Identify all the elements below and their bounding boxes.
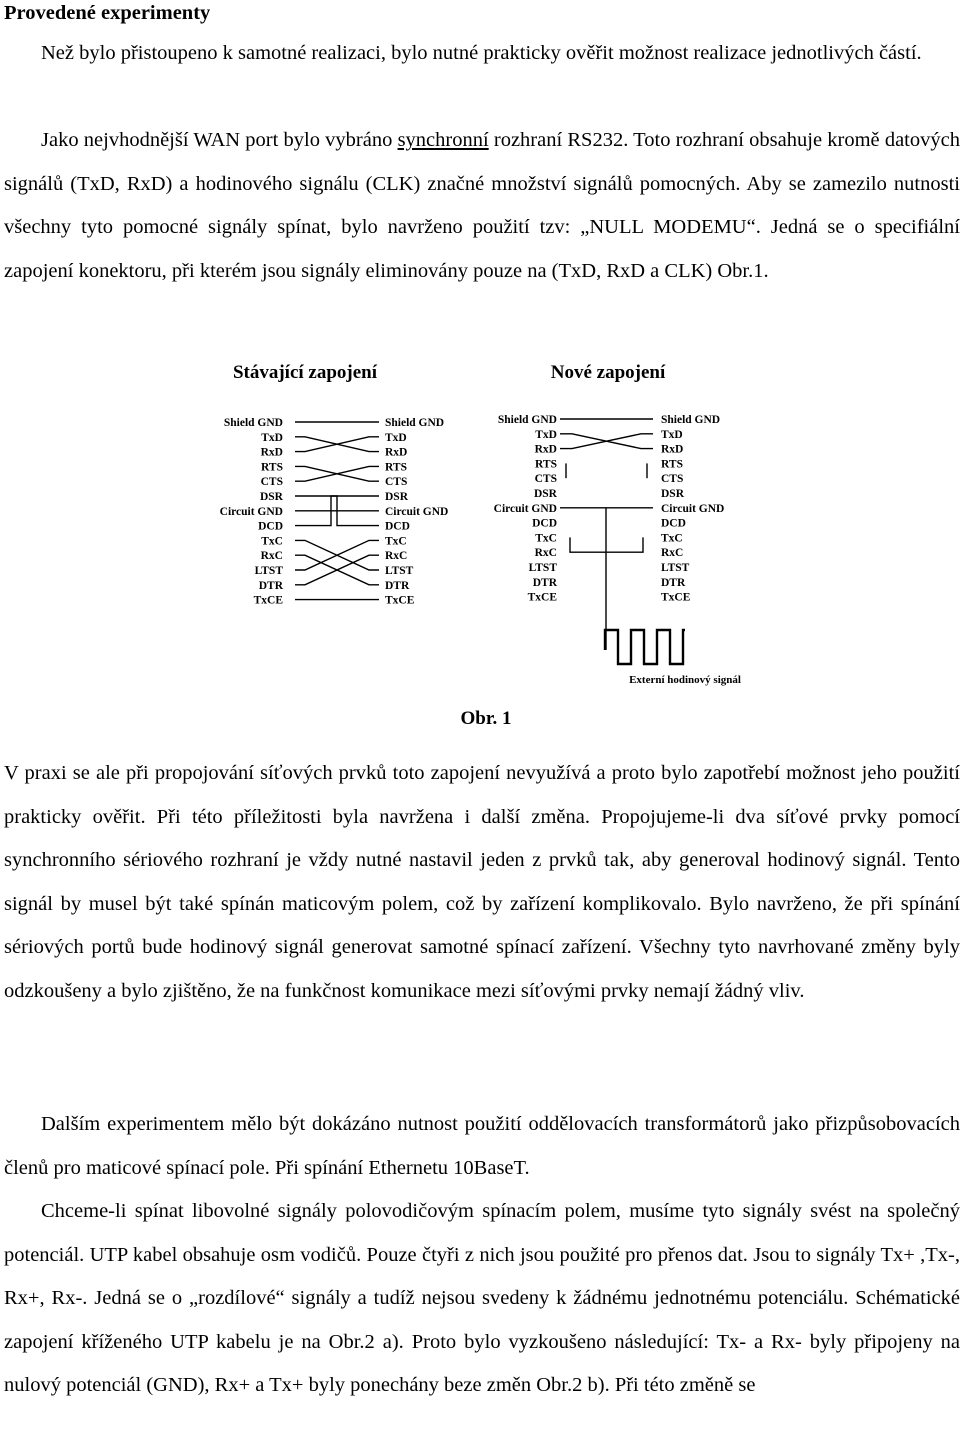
paragraph-intro: Než bylo přistoupeno k samotné realizaci, bylo nutné prakticky ověřit možnost realizace jednotlivých částí.	[41, 42, 922, 64]
paragraph-wan-port	[4, 119, 960, 293]
new-left-pin-txce: TxCE	[527, 591, 557, 604]
new-left-pin-dcd: DCD	[532, 517, 557, 530]
new-right-pin-dcd: DCD	[661, 517, 686, 530]
new-left-pin-dsr: DSR	[533, 488, 557, 500]
current-right-pin-cts: CTS	[385, 476, 408, 489]
new-right-pin-cts: CTS	[661, 473, 684, 486]
current-right-pin-circuit-gnd: Circuit GND	[385, 505, 449, 518]
current-right-pin-rts: RTS	[385, 461, 407, 474]
underlined-word: synchronní	[397, 129, 489, 151]
current-left-pin-dcd: DCD	[258, 520, 283, 533]
new-left-pin-rxc: RxC	[534, 547, 557, 560]
paragraph-practice: V praxi se ale při propojování síťových prvků toto zapojení nevyužívá a proto bylo zapotřebí možnost jeho použití prakticky ověřit. Při této příležitosti byla navržena i další změna. Propojujeme-li dva síťové prvky pomocí synchronního sériového rozhraní je vždy nutné nastavil jeden z prvků tak, aby generoval hodinový signál. Tento signál by musel být také spínán maticovým polem, což by zařízení komplikovalo. Bylo navrženo, že při spínání sériových portů bude hodinový signál generovat samotné spínací zařízení. Všechny tyto navrhované změny byly odzkoušeny a bylo zjištěno, že na funkčnost komunikace mezi síťovými prvky nemají žádný vliv.	[4, 762, 960, 1002]
current-left-pin-shield-gnd: Shield GND	[223, 417, 283, 429]
new-right-pin-dsr: DSR	[661, 488, 685, 500]
new-right-pin-ltst: LTST	[661, 562, 690, 574]
current-right-pin-txd: TxD	[385, 431, 407, 444]
new-left-pin-circuit-gnd: Circuit GND	[493, 502, 557, 515]
current-left-pin-cts: CTS	[260, 476, 283, 489]
new-right-pin-shield-gnd: Shield GND	[661, 414, 721, 426]
new-wire	[560, 434, 653, 449]
figure-caption	[0, 706, 960, 732]
new-left-pin-rxd: RxD	[534, 443, 557, 456]
current-right-pin-dcd: DCD	[385, 520, 410, 533]
clock-waveform	[605, 630, 685, 664]
new-wire	[606, 537, 643, 552]
new-right-pin-txce: TxCE	[661, 591, 691, 604]
current-right-pin-txc: TxC	[385, 535, 407, 548]
title-current-wiring: Stávající zapojení	[232, 362, 378, 383]
current-right-pin-rxc: RxC	[385, 550, 408, 563]
figure-caption-text: Obr. 1	[460, 708, 512, 729]
paragraph-wan-port-rest: rozhraní RS232. Toto rozhraní obsahuje kromě datových signálů (TxD, RxD) a hodinového signálu (CLK) značné množství signálů pomocných. Aby se zamezilo nutnosti všechny tyto pomocné signály spínat, bylo navrženo použití tzv: „NULL MODEMU“. Jedná se o specifiální zapojení konektoru, při kterém jsou signály eliminovány pouze na (TxD, RxD a CLK) Obr.1.	[4, 129, 960, 282]
current-left-pin-ltst: LTST	[254, 565, 283, 577]
external-clock	[605, 630, 741, 686]
current-wire	[295, 555, 379, 585]
new-wiring-panel	[494, 414, 725, 650]
current-left-pin-txce: TxCE	[253, 594, 283, 607]
current-left-pin-rxd: RxD	[260, 446, 283, 459]
current-left-pin-circuit-gnd: Circuit GND	[219, 505, 283, 518]
current-wire	[295, 540, 379, 570]
current-right-pin-dsr: DSR	[385, 491, 409, 503]
paragraph-transformers: Dalším experimentem mělo být dokázáno nutnost použití oddělovacích transformátorů jako přizpůsobovacích členů pro maticové spínací pole. Při spínání Ethernetu 10BaseT.	[4, 1113, 960, 1179]
current-left-pin-dtr: DTR	[258, 579, 283, 592]
new-wire	[570, 537, 606, 552]
current-wire	[295, 466, 379, 481]
current-right-pin-txce: TxCE	[385, 594, 415, 607]
title-new-wiring: Nové zapojení	[550, 362, 666, 383]
new-right-pin-txc: TxC	[661, 532, 683, 545]
new-right-pin-rts: RTS	[661, 458, 683, 471]
new-right-pin-dtr: DTR	[661, 576, 686, 589]
current-wiring-panel	[220, 417, 449, 607]
new-left-pin-rts: RTS	[535, 458, 557, 471]
current-left-pin-rxc: RxC	[260, 550, 283, 563]
new-right-pin-rxd: RxD	[661, 443, 684, 456]
current-right-pin-shield-gnd: Shield GND	[385, 417, 445, 429]
current-right-pin-dtr: DTR	[385, 579, 410, 592]
paragraph-utp: Chceme-li spínat libovolné signály polovodičovým spínacím polem, musíme tyto signály svést na společný potenciál. UTP kabel obsahuje osm vodičů. Pouze čtyři z nich jsou použité pro přenos dat. Jsou to signály Tx+ ,Tx-, Rx+, Rx-. Jedná se o „rozdílové“ signály a tudíž nejsou svedeny k žádnému jednotnému potenciálu. Schématické zapojení kříženého UTP kabelu je na Obr.2 a). Proto bylo vyzkoušeno následující: Tx- a Rx- byly připojeny na nulový potenciál (GND), Rx+ a Tx+ byly ponechány beze změn Obr.2 b). Při této změně se	[4, 1200, 960, 1397]
new-left-pin-ltst: LTST	[528, 562, 557, 574]
current-wire	[295, 437, 379, 452]
new-left-pin-shield-gnd: Shield GND	[497, 414, 557, 426]
section-heading: Provedené experimenty	[4, 2, 211, 24]
current-left-pin-txd: TxD	[261, 431, 283, 444]
new-left-pin-txd: TxD	[535, 428, 557, 441]
clock-label: Externí hodinový signál	[629, 674, 741, 686]
current-right-pin-rxd: RxD	[385, 446, 408, 459]
current-right-pin-ltst: LTST	[385, 565, 414, 577]
current-left-pin-txc: TxC	[261, 535, 283, 548]
current-left-pin-dsr: DSR	[259, 491, 283, 503]
null-modem-diagram	[205, 352, 765, 692]
new-left-pin-cts: CTS	[534, 473, 557, 486]
new-right-pin-txd: TxD	[661, 428, 683, 441]
current-left-pin-rts: RTS	[261, 461, 283, 474]
null-modem-figure	[205, 352, 765, 692]
new-left-pin-dtr: DTR	[532, 576, 557, 589]
new-left-pin-txc: TxC	[535, 532, 557, 545]
new-right-pin-rxc: RxC	[661, 547, 684, 560]
new-right-pin-circuit-gnd: Circuit GND	[661, 502, 725, 515]
paragraph-wan-port-start: Jako nejvhodnější WAN port bylo vybráno	[41, 129, 398, 151]
